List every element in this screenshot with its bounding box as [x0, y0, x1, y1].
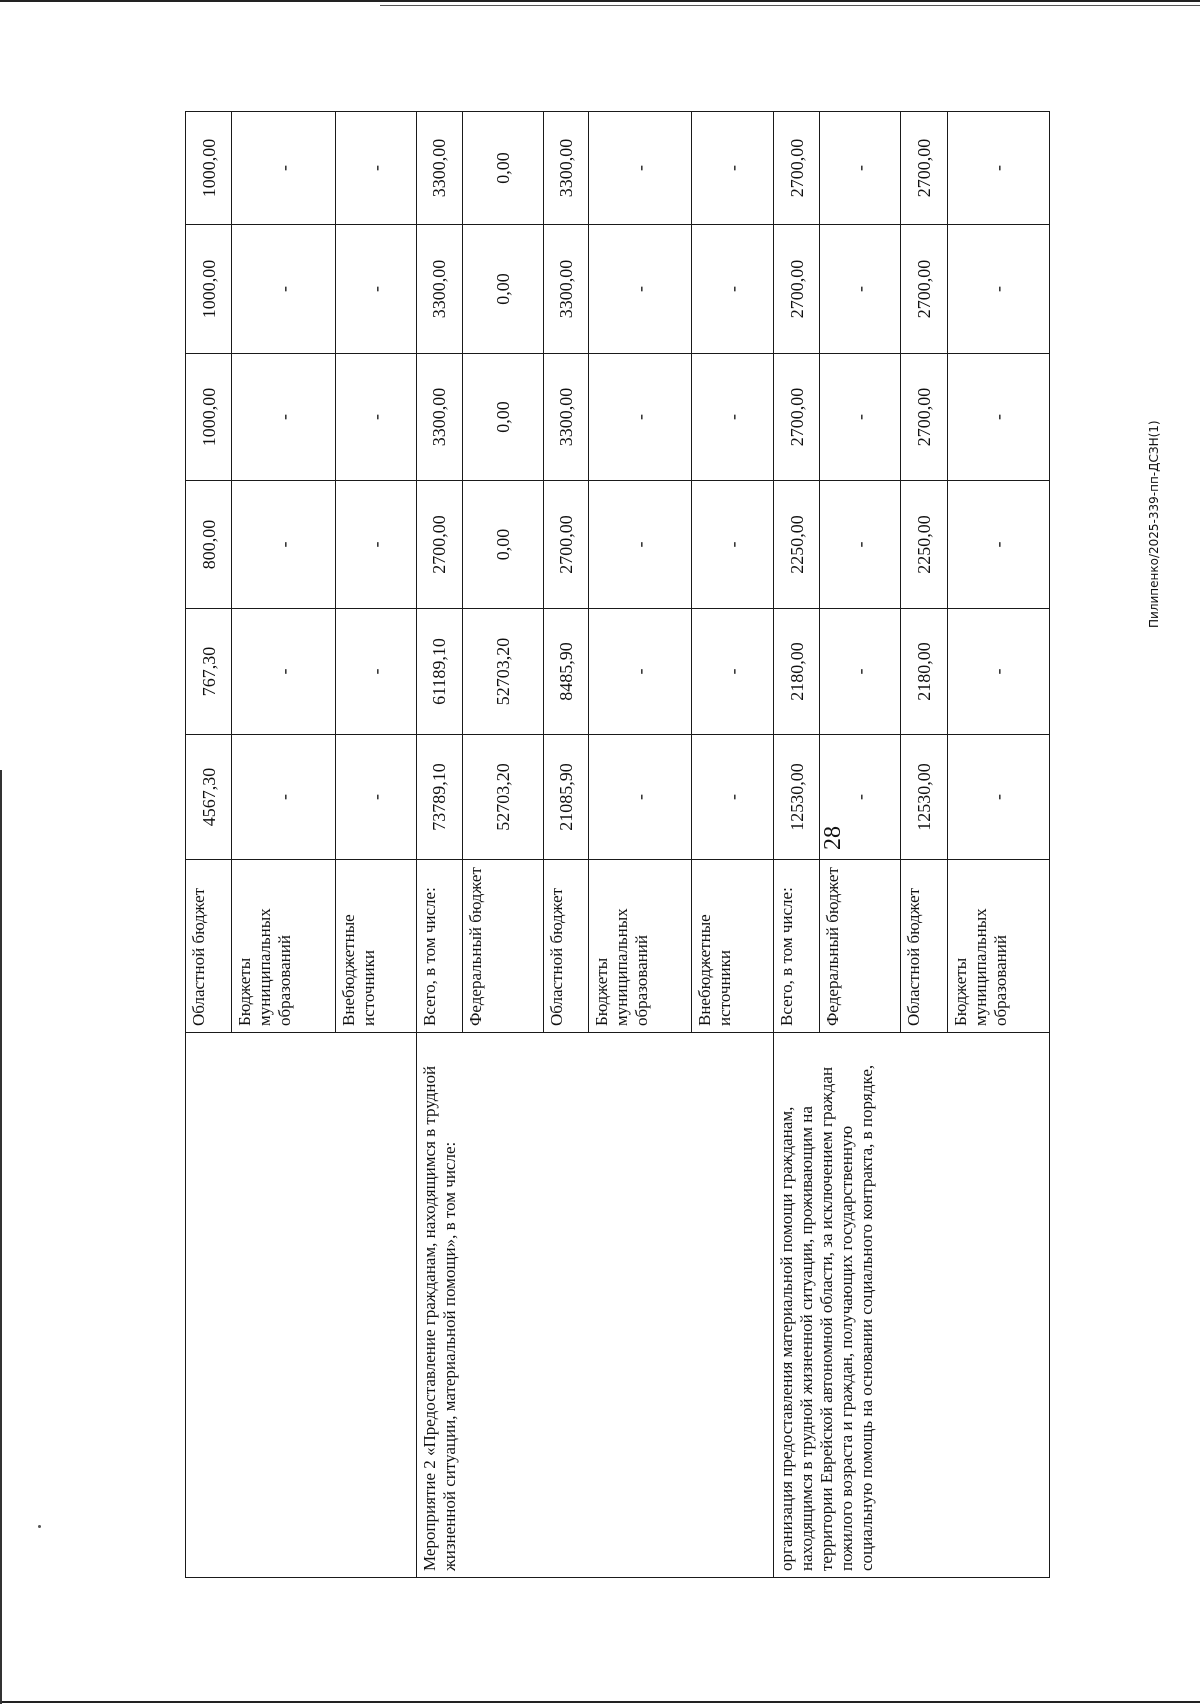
value-cell: -	[232, 735, 335, 860]
value-cell: 4567,30	[186, 735, 232, 860]
scan-edge-top	[0, 0, 1200, 2]
value-cell: 2250,00	[774, 481, 820, 609]
value-cell: 3300,00	[416, 112, 462, 225]
value-cell: 3300,00	[543, 112, 588, 225]
value-cell: 2700,00	[901, 112, 947, 225]
table-row	[186, 112, 232, 1578]
value-cell: -	[947, 354, 1049, 481]
funding-source: Всего, в том числе:	[774, 860, 820, 1033]
value-cell: -	[335, 354, 416, 481]
funding-source: Областной бюджет	[543, 860, 588, 1033]
funding-source: Областной бюджет	[901, 860, 947, 1033]
funding-source: Областной бюджет	[186, 860, 232, 1033]
value-cell: 1000,00	[186, 225, 232, 354]
value-cell: 2700,00	[901, 354, 947, 481]
activity-description: Мероприятие 2 «Предоставление гражданам, находящимся в трудной жизненной ситуации, материальной помощи», в том числе:	[416, 1033, 774, 1578]
value-cell: 3300,00	[543, 225, 588, 354]
value-cell: 2180,00	[774, 609, 820, 735]
value-cell: 0,00	[462, 112, 543, 225]
value-cell: 1000,00	[186, 112, 232, 225]
value-cell: -	[232, 112, 335, 225]
value-cell: -	[335, 735, 416, 860]
scan-speck	[38, 1525, 41, 1528]
value-cell: -	[588, 354, 691, 481]
budget-table-container	[185, 112, 1050, 1578]
value-cell: 2700,00	[901, 225, 947, 354]
funding-source: Федеральный бюджет	[820, 860, 901, 1033]
value-cell: 0,00	[462, 225, 543, 354]
value-cell: -	[335, 481, 416, 609]
value-cell: -	[335, 609, 416, 735]
value-cell: 2700,00	[774, 225, 820, 354]
value-cell: -	[820, 609, 901, 735]
value-cell: -	[692, 225, 774, 354]
value-cell: 12530,00	[901, 735, 947, 860]
funding-source: Всего, в том числе:	[416, 860, 462, 1033]
scan-edge-left	[0, 770, 2, 1704]
value-cell: -	[820, 225, 901, 354]
value-cell: -	[820, 735, 901, 860]
funding-source: Бюджеты муниципальных образований	[588, 860, 691, 1033]
subactivity-description: организация предоставления материальной помощи гражданам, находящимся в трудной жизненной ситуации, проживающим на территории Еврейской автономной области, за исключением граждан пожилого возраста и граждан, получающих государственную социальную помощь на основании социального контракта, в порядке,	[774, 1033, 1050, 1578]
budget-table	[185, 111, 1050, 1578]
row-description-continuation	[186, 1033, 417, 1578]
value-cell: 2180,00	[901, 609, 947, 735]
funding-source: Бюджеты муниципальных образований	[947, 860, 1049, 1033]
value-cell: 800,00	[186, 481, 232, 609]
value-cell: 2700,00	[774, 354, 820, 481]
value-cell: -	[588, 225, 691, 354]
value-cell: 2700,00	[416, 481, 462, 609]
value-cell: 3300,00	[543, 354, 588, 481]
value-cell: 2250,00	[901, 481, 947, 609]
value-cell: 0,00	[462, 354, 543, 481]
value-cell: -	[588, 481, 691, 609]
value-cell: -	[692, 354, 774, 481]
value-cell: -	[335, 112, 416, 225]
value-cell: 2700,00	[774, 112, 820, 225]
value-cell: -	[947, 112, 1049, 225]
funding-source: Внебюджетные источники	[335, 860, 416, 1033]
value-cell: -	[692, 609, 774, 735]
value-cell: 2700,00	[543, 481, 588, 609]
value-cell: -	[692, 112, 774, 225]
value-cell: 3300,00	[416, 225, 462, 354]
value-cell: 73789,10	[416, 735, 462, 860]
value-cell: -	[947, 481, 1049, 609]
scan-edge-top-inner	[380, 5, 1200, 6]
value-cell: 767,30	[186, 609, 232, 735]
value-cell: -	[588, 735, 691, 860]
value-cell: 1000,00	[186, 354, 232, 481]
value-cell: 3300,00	[416, 354, 462, 481]
value-cell: -	[692, 735, 774, 860]
value-cell: 8485,90	[543, 609, 588, 735]
value-cell: 61189,10	[416, 609, 462, 735]
value-cell: -	[820, 354, 901, 481]
value-cell: -	[947, 735, 1049, 860]
value-cell: -	[947, 609, 1049, 735]
value-cell: -	[232, 481, 335, 609]
value-cell: -	[820, 481, 901, 609]
scan-edge-bottom	[0, 1701, 1200, 1703]
table-row	[416, 112, 462, 1578]
value-cell: -	[588, 609, 691, 735]
value-cell: 52703,20	[462, 735, 543, 860]
value-cell: -	[232, 609, 335, 735]
value-cell: -	[335, 225, 416, 354]
value-cell: -	[232, 354, 335, 481]
value-cell: 21085,90	[543, 735, 588, 860]
page-number: 28	[820, 826, 846, 850]
table-row	[774, 112, 820, 1578]
funding-source: Бюджеты муниципальных образований	[232, 860, 335, 1033]
document-reference: Пилипенко/2025-339-пп-ДСЗН(1)	[1147, 420, 1161, 628]
value-cell: 52703,20	[462, 609, 543, 735]
funding-source: Федеральный бюджет	[462, 860, 543, 1033]
value-cell: -	[820, 112, 901, 225]
value-cell: 12530,00	[774, 735, 820, 860]
value-cell: 0,00	[462, 481, 543, 609]
funding-source: Внебюджетные источники	[692, 860, 774, 1033]
value-cell: -	[232, 225, 335, 354]
value-cell: -	[692, 481, 774, 609]
value-cell: -	[947, 225, 1049, 354]
value-cell: -	[588, 112, 691, 225]
